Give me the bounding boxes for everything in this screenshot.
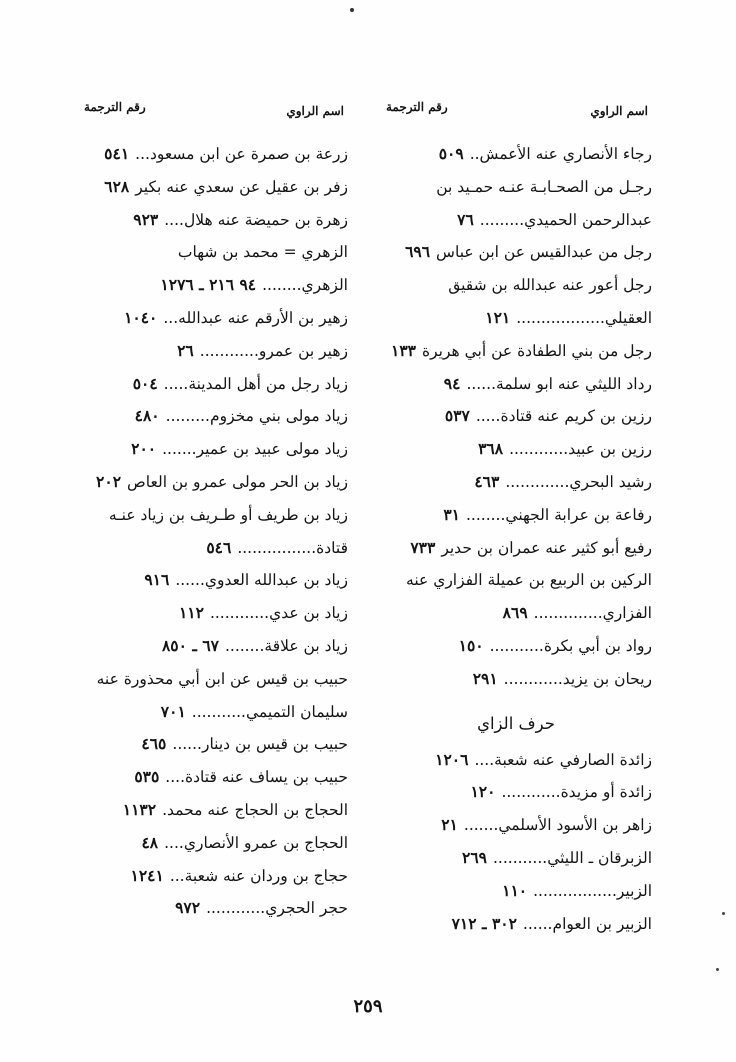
leader-dots: . <box>162 800 167 819</box>
entry-number-label: رقم الترجمة <box>386 100 448 114</box>
index-entry <box>380 908 652 941</box>
narrator-name: سليمان التميمي <box>245 702 348 721</box>
index-entry <box>78 827 348 860</box>
entry-number: ٩٤ <box>443 373 461 393</box>
leader-dots: ........ <box>224 636 265 655</box>
index-entry <box>78 302 348 335</box>
entry-number: ٥٣٧ <box>444 406 470 426</box>
leader-dots: ......... <box>165 407 210 426</box>
entry-number: ٢٩١ <box>472 668 498 688</box>
index-entry <box>78 466 348 499</box>
narrator-name: رواد بن أبي بكرة <box>543 636 652 655</box>
leader-dots: ... <box>163 308 179 327</box>
leader-dots: ............ <box>206 899 266 918</box>
index-entry <box>380 875 652 908</box>
entry-number: ٢٦ <box>177 340 194 360</box>
narrator-name: زرعة بن صمرة عن ابن مسعود <box>149 145 348 163</box>
leader-dots: ......... <box>479 210 525 229</box>
page-number: ٢٥٩ <box>353 996 383 1017</box>
index-column-left <box>78 98 348 925</box>
leader-dots: ...... <box>466 374 496 393</box>
leader-dots: ........... <box>489 636 544 655</box>
narrator-name: زائدة أو مزيدة <box>560 783 652 802</box>
entry-number: ٩٧٢ <box>175 898 201 918</box>
index-entry <box>380 630 652 663</box>
leader-dots: ...... <box>175 571 205 590</box>
index-entry <box>78 138 348 171</box>
narrator-name: الزبير بن العوام <box>552 914 652 933</box>
top-mark <box>350 8 354 12</box>
narrator-name: حجاج بن وردان عنه شعبة <box>184 866 348 885</box>
entry-number: ٧٦ <box>457 209 474 229</box>
entry-number: ٧٣٣ <box>410 537 436 557</box>
index-entry <box>380 269 652 302</box>
leader-dots: .... <box>165 768 186 787</box>
narrator-name: رفيع أبو كثير عنه عمران بن حدير <box>441 538 652 557</box>
narrator-name: الزهري <box>301 276 348 295</box>
leader-dots: ... <box>135 145 150 163</box>
entry-number: ١١٣٢ <box>122 799 157 819</box>
entry-number: ٢١ <box>441 815 458 835</box>
index-entry <box>78 728 348 761</box>
leader-dots: ............ <box>503 669 563 688</box>
entry-number: ١٥٠ <box>458 635 484 655</box>
entry-number: ٤٨٠ <box>134 406 160 426</box>
narrator-name: زياد بن طريف أو طـريف بن زياد عنـه <box>108 505 348 524</box>
narrator-name: الزبرقان ـ الليثي <box>547 848 652 867</box>
narrator-name: العقيلي <box>604 308 652 327</box>
narrator-name: حبيب بن قيس بن دينار <box>201 735 348 754</box>
entry-number-label: رقم الترجمة <box>84 100 146 114</box>
leader-dots: ........... <box>493 848 548 867</box>
narrator-name: حجر الحجري <box>265 899 348 918</box>
index-entry <box>380 776 652 809</box>
entry-number: ٦٧ ـ ٨٥٠ <box>161 635 219 655</box>
column-header <box>78 98 348 138</box>
entry-number: ٣١ <box>443 504 460 524</box>
leader-dots: ................ <box>237 538 317 557</box>
narrator-name: رجل أعور عنه عبدالله بن شقيق <box>448 276 652 295</box>
index-entry <box>380 138 652 171</box>
narrator-name: الفزاري <box>602 604 652 623</box>
scan-speck <box>722 912 725 915</box>
leader-dots: ............. <box>505 472 570 491</box>
narrator-name-label: اسم الراوي <box>590 104 648 118</box>
index-entry <box>380 204 652 237</box>
index-entry <box>78 368 348 401</box>
index-entry <box>78 597 348 630</box>
index-entry <box>78 269 348 302</box>
leader-dots: ............ <box>509 440 569 459</box>
entry-number: ٢٦٩ <box>462 847 487 867</box>
leader-dots: ..... <box>475 407 501 426</box>
index-entry <box>380 302 652 335</box>
entry-number: ٨٦٩ <box>502 603 528 623</box>
index-entry <box>380 809 652 842</box>
narrator-name: زياد بن علاقة <box>264 636 348 655</box>
index-entry <box>380 499 652 532</box>
entry-number: ٣٠٢ ـ ٧١٢ <box>451 913 517 933</box>
entry-number: ٤٦٥ <box>141 734 167 754</box>
narrator-name: رزين بن عبيد <box>568 440 652 459</box>
index-entry <box>78 204 348 237</box>
narrator-name: زياد بن عبدالله العدوي <box>204 571 348 590</box>
narrator-name: زياد رجل من أهل المدينة <box>188 374 348 393</box>
narrator-name: زهير بن عمرو <box>258 341 348 360</box>
index-entry <box>78 171 348 204</box>
narrator-name: رجل من بني الطفادة عن أبي هريرة <box>421 341 652 360</box>
narrator-name-label: اسم الراوي <box>286 104 344 118</box>
entry-number: ٩٢٣ <box>133 209 159 229</box>
index-entry <box>380 236 652 269</box>
leader-dots: ................. <box>533 881 617 900</box>
entry-number: ١٠٤٠ <box>124 307 158 327</box>
index-entry <box>78 761 348 794</box>
narrator-name: زائدة الصارفي عنه شعبة <box>494 750 652 769</box>
narrator-name: زاهر بن الأسود الأسلمي <box>498 816 652 835</box>
entry-number: ٣٦٨ <box>478 439 504 459</box>
entry-number: ١٢٠ <box>470 782 496 802</box>
scan-speck <box>716 968 719 971</box>
index-entry <box>380 842 652 875</box>
index-entry <box>78 499 348 532</box>
leader-dots: ....... <box>463 816 499 835</box>
entries-list <box>78 138 348 925</box>
index-entry <box>380 368 652 401</box>
entry-number: ٩١٦ <box>144 570 170 590</box>
leader-dots: ........... <box>191 702 246 721</box>
index-entry <box>78 564 348 597</box>
index-entry <box>78 630 348 663</box>
index-entry <box>78 433 348 466</box>
index-entry <box>78 236 348 269</box>
narrator-name: رفاعة بن عرابة الجهني <box>505 505 652 524</box>
entry-number: ٥٤١ <box>104 144 130 163</box>
narrator-name: زهرة بن حميضة عنه هلال <box>183 210 348 229</box>
entry-number: ١٢١ <box>485 307 511 327</box>
entry-number: ٥٤٦ <box>206 537 232 557</box>
narrator-name: الزهري = محمد بن شهاب <box>177 243 348 262</box>
leader-dots: ...... <box>172 735 202 754</box>
leader-dots: ..... <box>163 374 189 393</box>
entry-number: ١١٢ <box>178 603 204 623</box>
leader-dots: ............ <box>199 341 259 360</box>
entry-number: ٦٢٨ <box>104 176 130 196</box>
index-entry <box>380 532 652 565</box>
leader-dots: .. <box>469 145 480 163</box>
leader-dots: ... <box>169 866 185 885</box>
entry-number: ١٢٤١ <box>130 865 164 885</box>
narrator-name: قتادة <box>316 538 348 557</box>
narrator-name: زياد مولى عبيد بن عمير <box>196 440 348 459</box>
index-entry <box>78 860 348 893</box>
narrator-name: الحجاج بن الحجاج عنه محمد <box>167 800 348 819</box>
index-entry <box>78 335 348 368</box>
index-entry <box>78 663 348 696</box>
narrator-name: حبيب بن يساف عنه قتادة <box>185 768 348 787</box>
entry-number: ٧٠١ <box>160 701 186 721</box>
leader-dots: .............. <box>533 604 603 623</box>
leader-dots: ............ <box>501 783 561 802</box>
index-entry <box>380 400 652 433</box>
entry-number: ٤٦٣ <box>474 471 500 491</box>
leader-dots: .... <box>164 210 184 229</box>
index-entry <box>380 171 652 204</box>
entry-number: ٦٩٦ <box>405 242 431 262</box>
index-entry <box>78 794 348 827</box>
index-entry <box>78 892 348 925</box>
entry-number: ١٢٠٦ <box>435 749 469 769</box>
entry-number: ٩٤ ٢١٦ ـ ١٢٧٦ <box>160 275 257 295</box>
narrator-name: عبدالرحمن الحميدي <box>524 210 652 229</box>
leader-dots: ............ <box>209 604 270 623</box>
index-entry <box>380 597 652 630</box>
narrator-name: حبيب بن قيس عن ابن أبي محذورة عنه <box>96 669 348 688</box>
leader-dots: .... <box>164 833 184 852</box>
narrator-name: زهير بن الأرقم عنه عبدالله <box>178 308 348 327</box>
entry-number: ٥٠٩ <box>438 144 464 163</box>
narrator-name: الركين بن الربيع بن عميلة الفزاري عنه <box>406 571 652 590</box>
narrator-name: الحجاج بن عمرو الأنصاري <box>183 833 348 852</box>
index-entry <box>78 400 348 433</box>
index-entry <box>380 335 652 368</box>
narrator-name: رزين بن كريم عنه قتادة <box>500 407 652 426</box>
section-title: حرف الزاي <box>477 713 555 733</box>
leader-dots: ........ <box>262 276 302 295</box>
entries-list <box>380 138 652 940</box>
narrator-name: رجل من عبدالقيس عن ابن عباس <box>436 243 652 262</box>
index-entry <box>380 433 652 466</box>
narrator-name: زياد مولى بني مخزوم <box>209 407 348 426</box>
entry-number: ٥٣٥ <box>134 767 160 787</box>
narrator-name: الزبير <box>616 881 652 900</box>
entry-number: ٤٨ <box>141 832 159 852</box>
narrator-name: ريحان بن يزيد <box>562 669 652 688</box>
entry-number: ١٣٣ <box>391 340 416 360</box>
section-heading <box>380 696 652 744</box>
leader-dots: ...... <box>522 914 553 933</box>
entry-number: ٢٠٠ <box>131 439 157 459</box>
narrator-name: رشيد البحري <box>569 472 652 491</box>
entry-number: ١١٠ <box>502 880 528 900</box>
narrator-name: رجاء الأنصاري عنه الأعمش <box>479 145 652 163</box>
narrator-name: زياد بن عدي <box>269 604 348 623</box>
index-entry <box>380 466 652 499</box>
index-column-right <box>380 98 652 940</box>
entry-number: ٢٠٢ <box>96 471 122 491</box>
index-entry <box>78 696 348 729</box>
index-entry <box>380 564 652 597</box>
leader-dots: .................. <box>516 308 605 327</box>
narrator-name: زفر بن عقيل عن سعدي عنه بكير <box>135 177 348 196</box>
index-entry <box>380 744 652 777</box>
entry-number: ٥٠٤ <box>132 373 158 393</box>
index-entry <box>380 663 652 696</box>
leader-dots: ....... <box>162 440 197 459</box>
narrator-name: رداد الليثي عنه ابو سلمة <box>496 374 652 393</box>
narrator-name: رجـل من الصحـابـة عنـه حمـيد بن <box>436 177 652 196</box>
leader-dots: .... <box>474 750 495 769</box>
index-entry <box>78 532 348 565</box>
column-header <box>380 98 652 138</box>
narrator-name: زياد بن الحر مولى عمرو بن العاص <box>127 472 348 491</box>
leader-dots: ........ <box>466 505 506 524</box>
